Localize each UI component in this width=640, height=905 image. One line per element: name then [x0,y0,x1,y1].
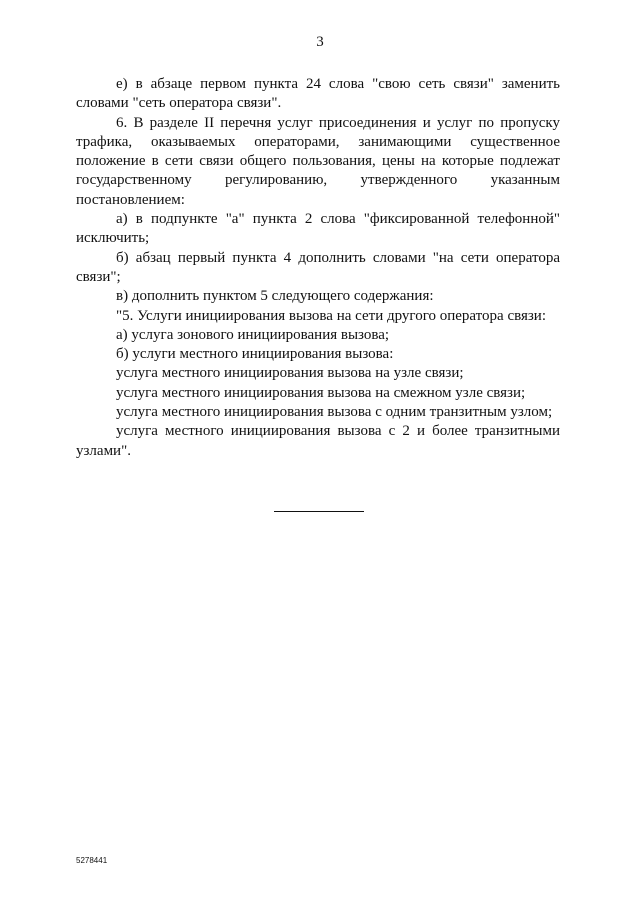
page-number: 3 [316,34,324,50]
list-item-adjacent-node: услуга местного инициирования вызова на смежном узле связи; [116,384,526,401]
list-item-one-transit: услуга местного инициирования вызова с одним транзитным узлом; [116,404,553,421]
list-item-local-initiation: б) услуги местного инициирования вызова: [116,346,394,363]
paragraph-subitem-a: а) в подпункте "а" пункта 2 слова "фиксированной телефонной" исключить; [76,211,560,247]
paragraph-amend-e: е) в абзаце первом пункта 24 слова "свою сеть связи" заменить словами "сеть оператора связи". [76,76,560,112]
list-item-zone-initiation: а) услуга зонового инициирования вызова; [116,326,390,343]
list-item-multi-transit: услуга местного инициирования вызова с 2 и более транзитными узлами". [76,423,560,459]
document-body [76,75,560,461]
end-rule-divider [274,511,364,512]
paragraph-item-6: 6. В разделе II перечня услуг присоединения и услуг по пропуску трафика, оказываемых операторами, занимающими существенное положение в сети связи общего пользования, цены на которые подлежат государственному регулированию, утвержденного указанным постановлением: [76,114,560,208]
document-code: 5278441 [76,856,108,865]
list-item-local-node: услуга местного инициирования вызова на узле связи; [116,365,464,382]
paragraph-subitem-b: б) абзац первый пункта 4 дополнить словами "на сети оператора связи"; [76,249,560,285]
paragraph-point-5: "5. Услуги инициирования вызова на сети другого оператора связи: [116,307,547,324]
paragraph-subitem-v: в) дополнить пунктом 5 следующего содержания: [116,288,434,305]
